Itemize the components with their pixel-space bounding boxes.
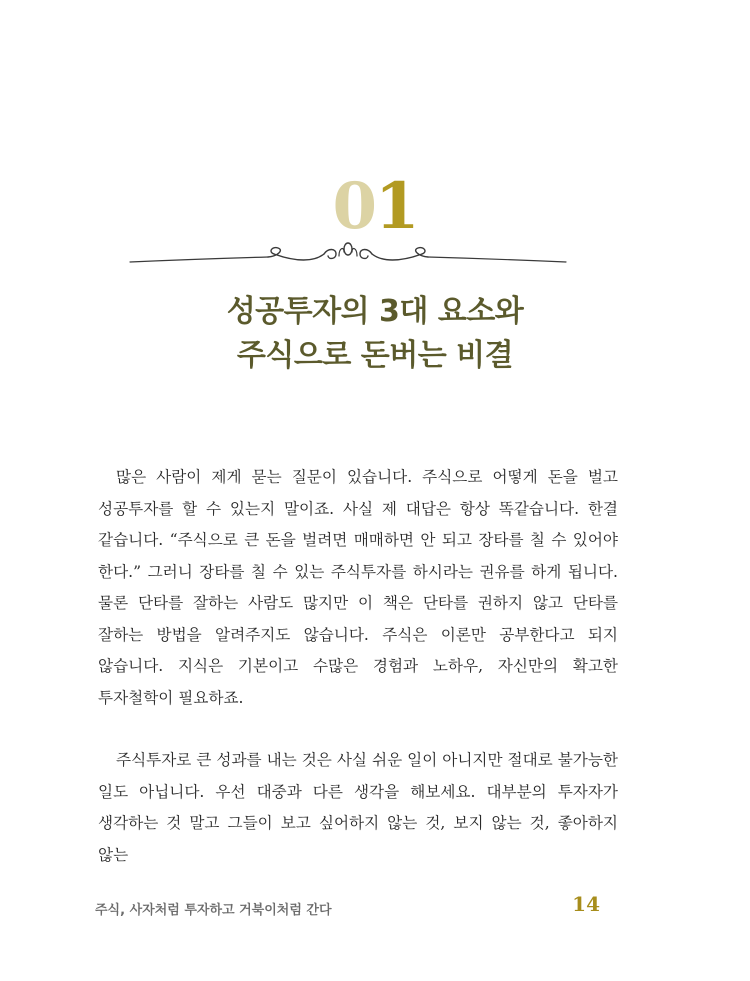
paragraph-2: 주식투자로 큰 성과를 내는 것은 사실 쉬운 일이 아니지만 절대로 불가능한 일도 아닙니다. 우선 대중과 다른 생각을 해보세요. 대부분의 투자자가 생각하는 것 말고 그들이 보고 싶어하지 않는 것, 보지 않는 것, 좋아하지 않는 [98, 751, 618, 864]
chapter-title-line-1: 성공투자의 3대 요소와 [226, 294, 524, 329]
ornament-divider-icon [128, 236, 568, 276]
chapter-number-digit-1: 1 [375, 169, 418, 244]
chapter-number-digit-0: 0 [332, 169, 375, 244]
chapter-number [0, 169, 750, 244]
footer-book-title: 주식, 사자처럼 투자하고 거북이처럼 간다 [95, 903, 332, 918]
page-number: 14 [572, 892, 600, 916]
chapter-title [0, 290, 750, 378]
paragraph-1: 많은 사람이 제게 묻는 질문이 있습니다. 주식으로 어떻게 돈을 벌고 성공투자를 할 수 있는지 말이죠. 사실 제 대답은 항상 똑같습니다. 한결 같습니다. “주식으로 큰 돈을 벌려면 매매하면 안 되고 장타를 칠 수 있어야 한다.” 그러니 장타를 칠 수 있는 주식투자를 하시라는 권유를 하게 됩니다. 물론 단타를 잘하는 사람도 많지만 이 책은 단타를 권하지 않고 단타를 잘하는 방법을 알려주지도 않습니다. 주식은 이론만 공부한다고 되지 않습니다. 지식은 기본이고 수많은 경험과 노하우, 자신만의 확고한 투자철학이 필요하죠. [98, 468, 618, 707]
body-text [98, 462, 618, 871]
chapter-title-line-2: 주식으로 돈버는 비결 [236, 338, 514, 373]
